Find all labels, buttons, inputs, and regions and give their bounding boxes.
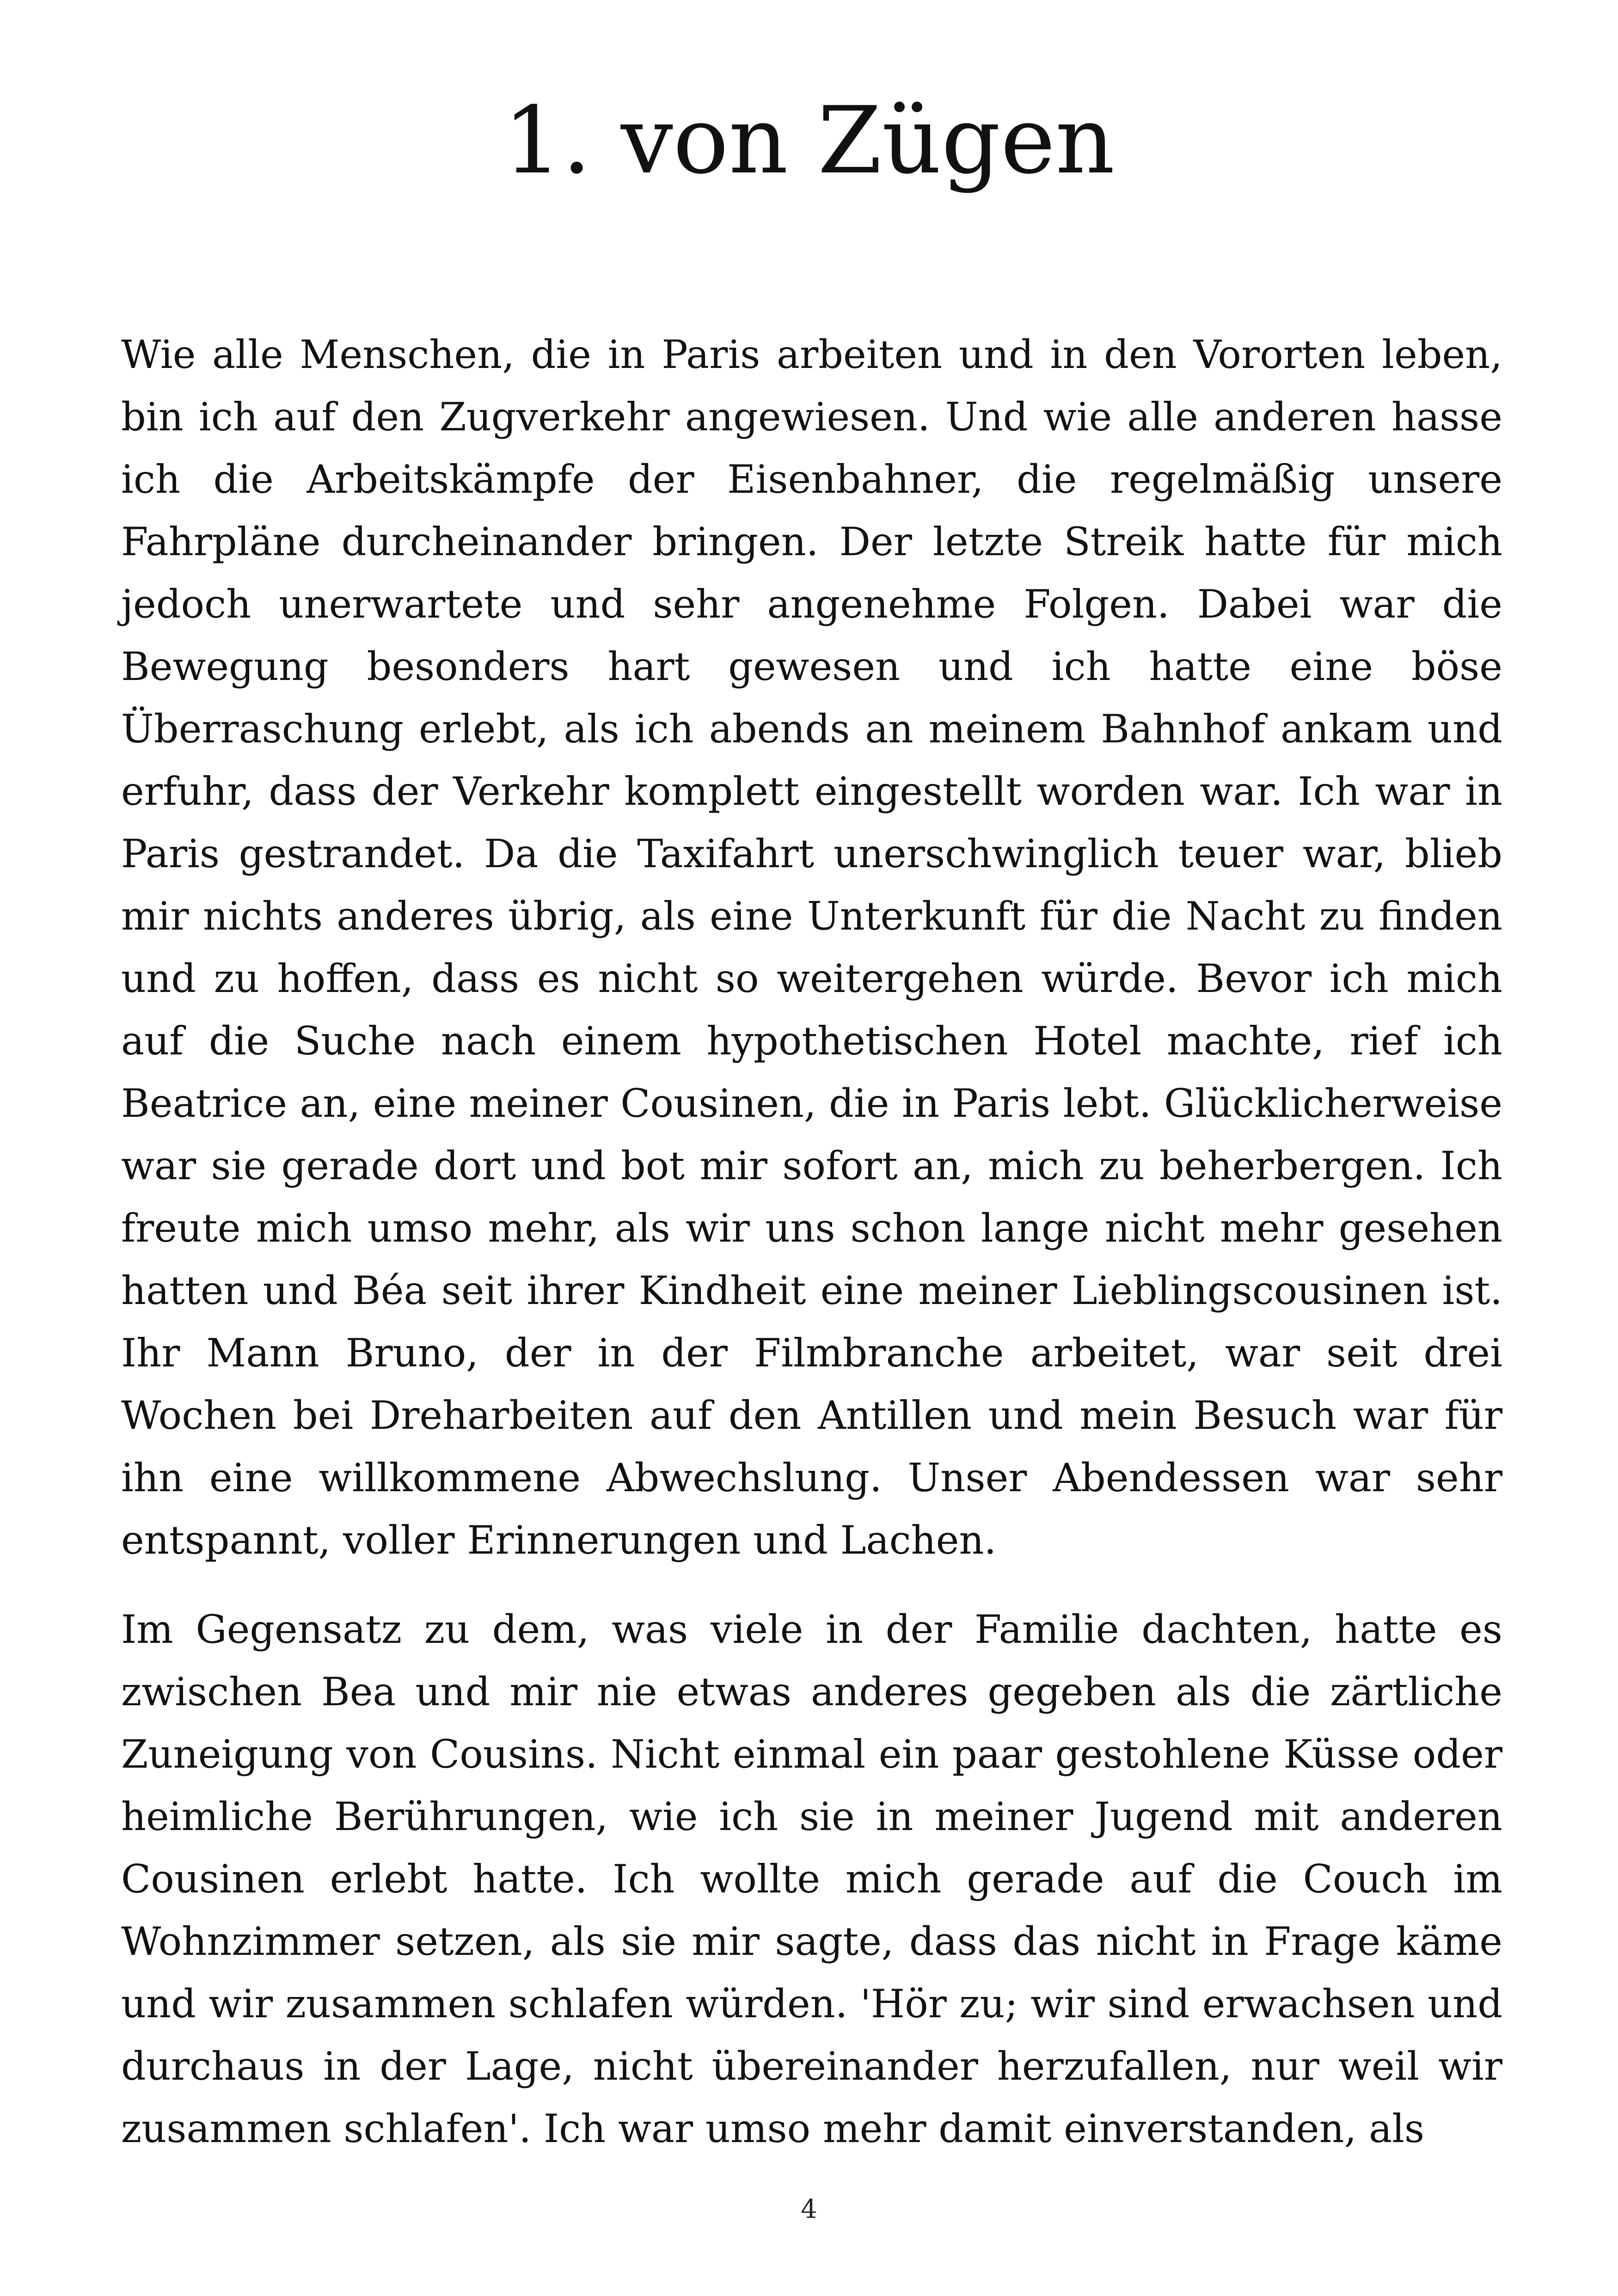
paragraph-1: Wie alle Menschen, die in Paris arbeiten und in den Vororten leben, bin ich auf den Zugverkehr angewiesen. Und wie alle anderen hasse ich die Arbeitskämpfe der Eisenbahner, die regelmäßig unsere Fahrpläne durcheinander bringen. Der letzte Streik hatte für mich jedoch unerwartete und sehr angenehme Folgen. Dabei war die Bewegung besonders hart gewesen und ich hatte eine böse Überraschung erlebt, als ich abends an meinem Bahnhof ankam und erfuhr, dass der Verkehr komplett eingestellt worden war. Ich war in Paris gestrandet. Da die Taxifahrt unerschwinglich teuer war, blieb mir nichts anderes übrig, als eine Unterkunft für die Nacht zu finden und zu hoffen, dass es nicht so weitergehen würde. Bevor ich mich auf die Suche nach einem hypothetischen Hotel machte, rief ich Beatrice an, eine meiner Cousinen, die in Paris lebt. Glücklicherweise war sie gerade dort und bot mir sofort an, mich zu beherbergen. Ich freute mich umso mehr, als wir uns schon lange nicht mehr gesehen hatten und Béa seit ihrer Kindheit eine meiner Lieblingscousinen ist. Ihr Mann Bruno, der in der Filmbranche arbeitet, war seit drei Wochen bei Dreharbeiten auf den Antillen und mein Besuch war für ihn eine willkommene Abwechslung. Unser Abendessen war sehr entspannt, voller Erinnerungen und Lachen. [121, 332, 1502, 1563]
chapter-title: 1. von Zügen [503, 87, 1115, 195]
paragraph-2: Im Gegensatz zu dem, was viele in der Familie dachten, hatte es zwischen Bea und mir nie etwas anderes gegeben als die zärtliche Zuneigung von Cousins. Nicht einmal ein paar gestohlene Küsse oder heimliche Berührungen, wie ich sie in meiner Jugend mit anderen Cousinen erlebt hatte. Ich wollte mich gerade auf die Couch im Wohnzimmer setzen, als sie mir sagte, dass das nicht in Frage käme und wir zusammen schlafen würden. 'Hör zu; wir sind erwachsen und durchaus in der Lage, nicht übereinander herzufallen, nur weil wir zusammen schlafen'. Ich war umso mehr damit einverstanden, als [121, 1607, 1502, 2151]
page-number: 4 [801, 2194, 817, 2224]
chapter-body [121, 324, 1502, 2187]
